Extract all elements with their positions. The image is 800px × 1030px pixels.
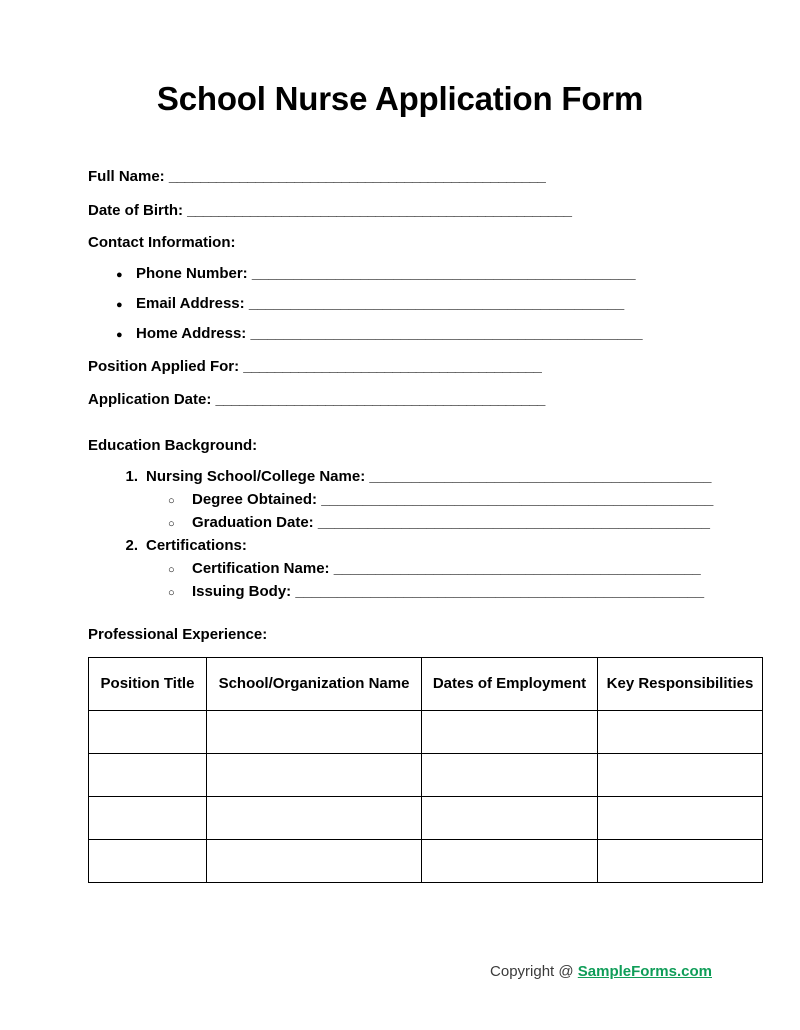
nursing-school-sublist — [146, 491, 712, 531]
field-position-applied-for — [88, 356, 712, 378]
field-certification-name-blank[interactable]: ____________________________________________ — [333, 560, 701, 577]
list-item-nursing-school — [116, 468, 712, 531]
field-graduation-date-label: Graduation Date: — [192, 514, 314, 531]
table-cell[interactable] — [598, 839, 763, 882]
list-item-issuing-body — [162, 583, 712, 600]
table-header — [89, 658, 763, 711]
list-item-phone-number — [116, 265, 712, 282]
table-header-row — [89, 658, 763, 711]
table-cell[interactable] — [598, 796, 763, 839]
field-email-address-blank[interactable]: _____________________________________________ — [248, 294, 625, 312]
field-phone-number-blank[interactable]: ______________________________________________ — [251, 264, 636, 282]
list-item-certifications — [116, 537, 712, 600]
field-application-date — [88, 389, 712, 411]
field-full-name-label: Full Name: — [88, 168, 165, 185]
field-home-address-blank[interactable]: _______________________________________________ — [250, 324, 643, 342]
field-full-name — [88, 166, 712, 188]
list-item-graduation-date — [162, 514, 712, 531]
education-background-list — [88, 468, 712, 600]
field-nursing-school-blank[interactable]: _________________________________________ — [369, 468, 712, 485]
field-date-of-birth — [88, 200, 712, 222]
field-position-applied-for-blank[interactable]: ______________________________________ — [243, 357, 542, 375]
list-item-home-address — [116, 325, 712, 342]
table-cell[interactable] — [89, 796, 207, 839]
field-nursing-school-label: Nursing School/College Name: — [146, 468, 366, 485]
field-home-address-label: Home Address: — [136, 324, 247, 342]
field-certifications-label: Certifications: — [146, 537, 247, 554]
list-item-email-address — [116, 295, 712, 312]
field-date-of-birth-label: Date of Birth: — [88, 201, 183, 219]
copyright-text: Copyright @ — [490, 963, 578, 980]
field-degree-obtained-blank[interactable]: _______________________________________________ — [321, 491, 714, 508]
table-cell[interactable] — [598, 753, 763, 796]
footer — [490, 963, 712, 980]
table-cell[interactable] — [89, 710, 207, 753]
field-contact-information-label: Contact Information: — [88, 233, 236, 251]
list-item-degree-obtained — [162, 491, 712, 508]
table-cell[interactable] — [207, 839, 422, 882]
field-graduation-date-blank[interactable]: _______________________________________________ — [317, 514, 710, 531]
contact-information-list — [88, 265, 712, 342]
brand-link[interactable]: SampleForms.com — [577, 963, 712, 980]
table-row — [89, 753, 763, 796]
table-cell[interactable] — [207, 710, 422, 753]
field-full-name-blank[interactable]: ________________________________________________ — [168, 168, 546, 185]
table-row — [89, 796, 763, 839]
professional-experience-table — [88, 657, 763, 883]
section-professional-experience-heading: Professional Experience: — [88, 626, 268, 643]
field-certification-name-label: Certification Name: — [192, 560, 330, 577]
table-cell[interactable] — [422, 710, 598, 753]
table-cell[interactable] — [422, 839, 598, 882]
table-body — [89, 710, 763, 882]
field-application-date-label: Application Date: — [88, 391, 212, 409]
page-title: School Nurse Application Form — [156, 80, 644, 117]
table-cell[interactable] — [598, 710, 763, 753]
table-row — [89, 710, 763, 753]
field-degree-obtained-label: Degree Obtained: — [192, 491, 318, 508]
field-date-of-birth-blank[interactable]: _________________________________________________ — [187, 201, 572, 219]
table-cell[interactable] — [89, 753, 207, 796]
column-header-position-title: Position Title — [89, 658, 207, 711]
list-item-certification-name — [162, 560, 712, 577]
column-header-key-responsibilities: Key Responsibilities — [598, 658, 763, 711]
certifications-sublist — [146, 560, 712, 600]
field-email-address-label: Email Address: — [136, 294, 245, 312]
table-row — [89, 839, 763, 882]
table-cell[interactable] — [89, 839, 207, 882]
table-cell[interactable] — [207, 796, 422, 839]
field-application-date-blank[interactable]: __________________________________________ — [215, 391, 545, 409]
column-header-dates-of-employment: Dates of Employment — [422, 658, 598, 711]
table-cell[interactable] — [422, 796, 598, 839]
field-issuing-body-label: Issuing Body: — [192, 583, 292, 600]
table-cell[interactable] — [422, 753, 598, 796]
field-issuing-body-blank[interactable]: _________________________________________________ — [295, 583, 705, 600]
field-phone-number-label: Phone Number: — [136, 264, 248, 282]
section-education-background-heading: Education Background: — [88, 437, 258, 454]
column-header-school-organization-name: School/Organization Name — [207, 658, 422, 711]
table-cell[interactable] — [207, 753, 422, 796]
field-position-applied-for-label: Position Applied For: — [88, 357, 240, 375]
